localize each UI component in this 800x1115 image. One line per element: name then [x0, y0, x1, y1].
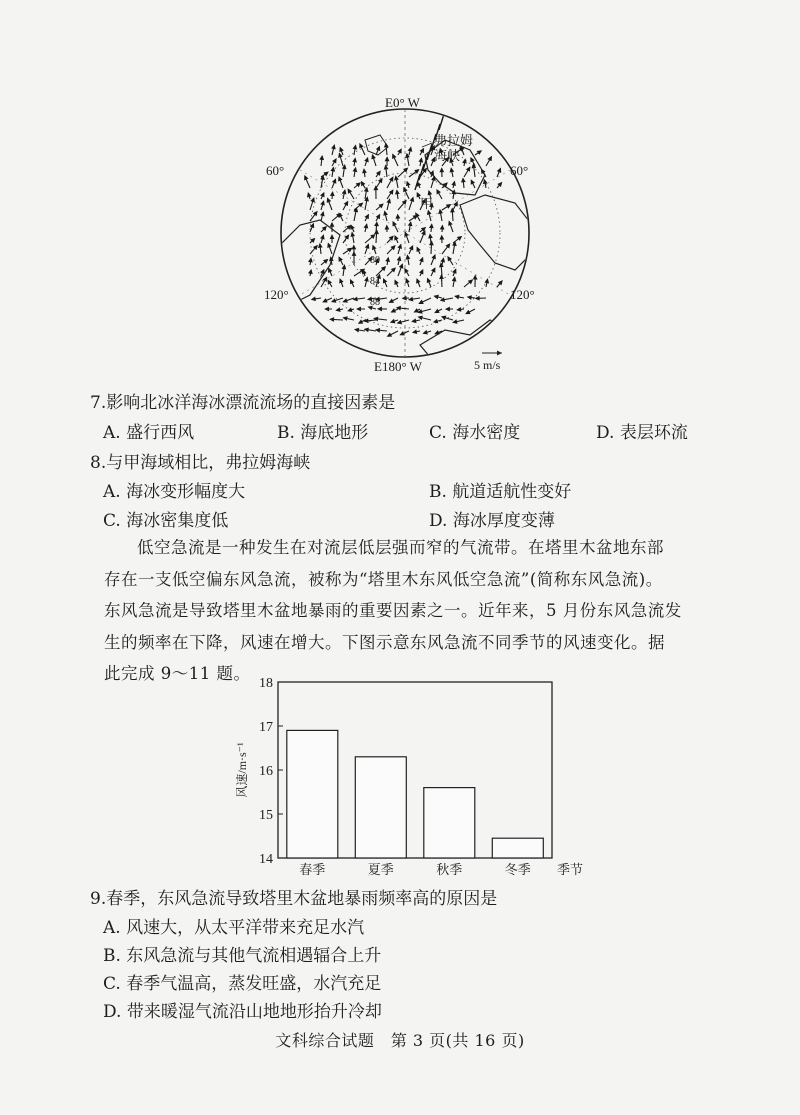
map-label-jia: 甲 — [420, 196, 434, 211]
passage-line-2: 存在一支低空偏东风急流，被称为“塔里木东风低空急流”(简称东风急流)。 — [104, 569, 663, 589]
y-tick-label: 18 — [259, 676, 273, 691]
map-label-right-lower: 120° — [510, 287, 535, 302]
question-7-stem: 7.影响北冰洋海冰漂流流场的直接因素是 — [90, 393, 396, 413]
map-label-right-upper: 60° — [510, 163, 529, 178]
map-scale-label: 5 m/s — [474, 358, 501, 372]
passage — [104, 532, 714, 690]
map-label-strait-line1: 弗拉姆 — [434, 133, 474, 148]
question-8-option-c: C. 海冰密集度低 — [103, 511, 229, 531]
map-label-bottom-meridian: E180° W — [374, 359, 422, 374]
map-label-top-meridian: E0° W — [385, 95, 420, 110]
map-label-left-upper: 60° — [266, 163, 285, 178]
x-axis-label: 季节 — [556, 862, 584, 877]
bar-2 — [424, 788, 475, 858]
question-8-option-a: A. 海冰变形幅度大 — [103, 482, 246, 502]
passage-line-1: 低空急流是一种发生在对流层低层强而窄的气流带。在塔里木盆地东部 — [137, 538, 664, 557]
map-label-lat-80: 80 — [370, 255, 380, 266]
x-tick-label: 春季 — [299, 862, 326, 877]
bar-1 — [355, 757, 406, 858]
question-9-stem: 9.春季，东风急流导致塔里木盆地暴雨频率高的原因是 — [90, 889, 498, 909]
question-8-option-b: B. 航道适航性变好 — [429, 482, 572, 502]
y-tick-label: 17 — [259, 720, 273, 735]
x-tick-label: 秋季 — [436, 862, 463, 877]
map-label-strait — [434, 133, 473, 163]
map-label-strait-line2: 海峡 — [434, 148, 461, 163]
question-7-option-a: A. 盛行西风 — [103, 423, 195, 443]
map-label-left-lower: 120° — [264, 287, 289, 302]
question-8-stem: 8.与甲海域相比，弗拉姆海峡 — [90, 453, 311, 473]
bar-0 — [287, 730, 338, 858]
x-tick-label: 冬季 — [504, 862, 531, 877]
question-9-option-d: D. 带来暖湿气流沿山地地形抬升冷却 — [103, 1002, 382, 1022]
passage-line-4: 生的频率在下降，风速在增大。下图示意东风急流不同季节的风速变化。据 — [104, 632, 665, 652]
map-label-lat-88: 88 — [370, 297, 380, 308]
question-9-option-c: C. 春季气温高，蒸发旺盛，水汽充足 — [103, 974, 382, 994]
x-tick-label: 夏季 — [367, 862, 394, 877]
question-7-option-d: D. 表层环流 — [596, 423, 688, 443]
bar-3 — [492, 838, 543, 858]
y-tick-label: 16 — [259, 764, 273, 779]
question-7-option-b: B. 海底地形 — [277, 423, 369, 443]
map-graphic — [270, 95, 570, 380]
question-9-option-b: B. 东风急流与其他气流相遇辐合上升 — [103, 946, 382, 966]
question-7-option-c: C. 海水密度 — [429, 423, 521, 443]
y-axis-label: 风速/m·s⁻¹ — [235, 742, 249, 798]
map-label-lat-84: 84 — [370, 276, 380, 287]
y-tick-label: 15 — [259, 808, 273, 823]
wind-speed-chart — [232, 676, 584, 877]
y-tick-label: 14 — [259, 852, 273, 867]
arctic-drift-map — [264, 95, 570, 380]
page-footer: 文科综合试题 第 3 页(共 16 页) — [275, 1031, 525, 1050]
question-9-option-a: A. 风速大，从太平洋带来充足水汽 — [103, 918, 365, 938]
passage-line-5: 此完成 9～11 题。 — [104, 664, 251, 683]
passage-line-3: 东风急流是导致塔里木盆地暴雨的重要因素之一。近年来，5 月份东风急流发 — [104, 601, 682, 620]
question-8-option-d: D. 海冰厚度变薄 — [429, 511, 555, 531]
